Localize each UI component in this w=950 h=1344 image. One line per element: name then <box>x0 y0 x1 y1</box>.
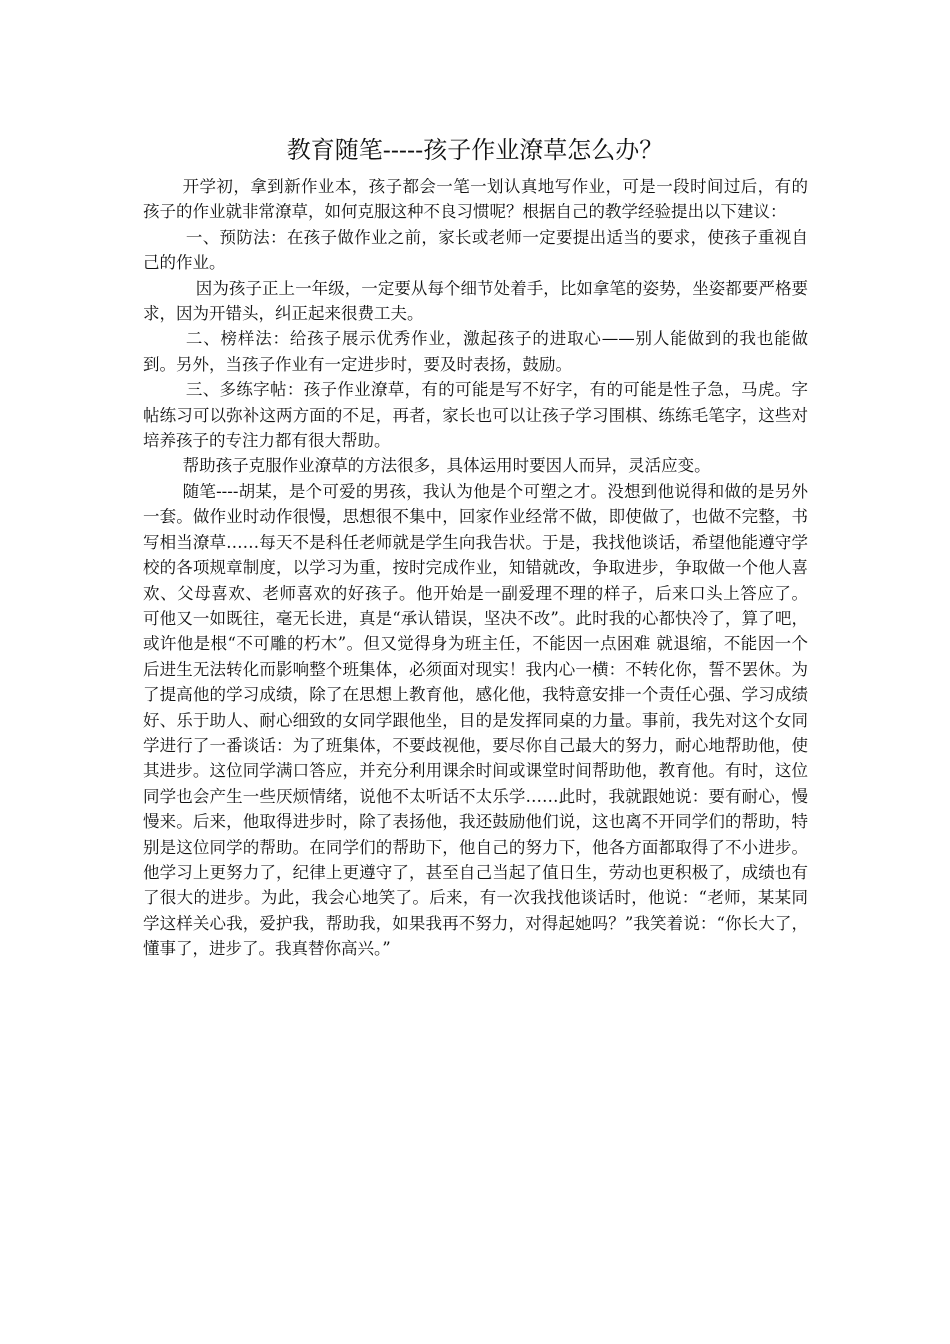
article-body <box>143 174 808 962</box>
paragraph-method-copybook: 三、多练字帖：孩子作业潦草，有的可能是写不好字，有的可能是性子急，马虎。字帖练习可以弥补这两方面的不足，再者，家长也可以让孩子学习围棋、练练毛笔字，这些对培养孩子的专注力都有很大帮助。 <box>143 380 808 451</box>
paragraph-method-prevention-detail: 因为孩子正上一年级，一定要从每个细节处着手，比如拿笔的姿势，坐姿都要严格要求，因为开错头，纠正起来很费工夫。 <box>143 278 808 324</box>
paragraph-summary: 帮助孩子克服作业潦草的方法很多，具体运用时要因人而异，灵活应变。 <box>182 456 711 476</box>
paragraph-intro: 开学初，拿到新作业本，孩子都会一笔一划认真地写作业，可是一段时间过后，有的孩子的作业就非常潦草，如何克服这种不良习惯呢？根据自己的教学经验提出以下建议： <box>143 177 808 222</box>
paragraph-method-example: 二、榜样法：给孩子展示优秀作业，激起孩子的进取心——别人能做到的我也能做到。另外，当孩子作业有一定进步时，要及时表扬，鼓励。 <box>143 329 808 374</box>
paragraph-method-prevention: 一、预防法：在孩子做作业之前，家长或老师一定要提出适当的要求，使孩子重视自己的作业。 <box>143 227 808 273</box>
page-title: 教育随笔-----孩子作业潦草怎么办？ <box>286 136 664 164</box>
paragraph-essay: 随笔----胡某，是个可爱的男孩，我认为他是个可塑之才。没想到他说得和做的是另外一套。做作业时动作很慢，思想很不集中，回家作业经常不做，即使做了，也做不完整，书写相当潦草……每天不是科任老师就是学生向我告状。于是，我找他谈话，希望他能遵守学校的各项规章制度，以学习为重，按时完成作业，知错就改，争取进步，争取做一个他人喜欢、父母喜欢、老师喜欢的好孩子。他开始是一副爱理不理的样子，后来口头上答应了。 可他又一如既往，毫无长进，真是“承认错误，坚决不改”。此时我的心都快冷了，算了吧，或许他是根“不可雕的朽木”。但又觉得身为班主任，不能因一点困难 就退缩，不能因一个后进生无法转化而影响整个班集体，必须面对现实！我内心一横：不转化你，誓不罢休。为了提高他的学习成绩，除了在思想上教育他，感化他，我特意安排一个责任心强、学习成绩好、乐于助人、耐心细致的女同学跟他坐，目的是发挥同桌的力量。事前，我先对这个女同学进行了一番谈话：为了班集体，不要歧视他，要尽你自己最大的努力，耐心地帮助他，使其进步。这位同学满口答应，并充分利用课余时间或课堂时间帮助他，教育他。有时，这位同学也会产生一些厌烦情绪，说他不太听话不太乐学……此时，我就跟她说：要有耐心，慢慢来。后来，他取得进步时，除了表扬他，我还鼓励他们说，这也离不开同学们的帮助，特别是这位同学的帮助。在同学们的帮助下，他自己的努力下，他各方面都取得了不小进步。他学习上更努力了，纪律上更遵守了，甚至自己当起了值日生，劳动也更积极了，成绩也有了很大的进步。为此，我会心地笑了。后来，有一次我找他谈话时，他说：“老师，某某同学这样关心我，爱护我，帮助我，如果我再不努力，对得起她吗？”我笑着说：“你长大了，懂事了，进步了。我真替你高兴。” <box>143 481 808 959</box>
